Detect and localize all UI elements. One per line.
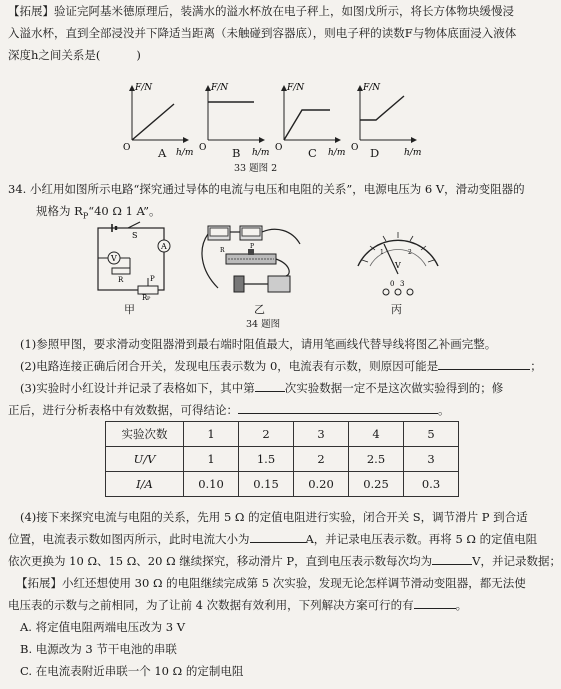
- svg-text:S: S: [132, 231, 138, 240]
- svg-text:O: O: [275, 143, 283, 153]
- q34-figure-caption: 34 题图: [246, 319, 281, 330]
- option-c: C. 在电流表附近串联一个 10 Ω 的定制电阻: [20, 664, 244, 678]
- svg-text:F/N: F/N: [211, 83, 229, 93]
- table-cell: 0.20: [294, 472, 349, 497]
- svg-text:F/N: F/N: [135, 83, 153, 93]
- q34-part4-line3: 依次更换为 10 Ω、15 Ω、20 Ω 继续探究，移动滑片 P，直到电压表示数每次均为 V，并记录数据；: [8, 554, 561, 568]
- table-header-row: [106, 422, 459, 447]
- figure-label-jia: 甲: [124, 303, 135, 316]
- table-cell: 0.15: [239, 472, 294, 497]
- q34-ext-line2: 电压表的示数与之前相同，为了让前 4 次数据有效利用，下列解决方案可行的有 。: [8, 598, 468, 612]
- table-cell: 1: [184, 447, 239, 472]
- graph-d: [351, 83, 421, 158]
- svg-text:3: 3: [400, 280, 405, 288]
- option-d-label: D: [370, 146, 380, 160]
- figure-label-yi: 乙: [254, 303, 265, 316]
- table-header-cell: 4: [349, 422, 404, 447]
- svg-text:A: A: [161, 242, 167, 251]
- table-row-current: [106, 472, 459, 497]
- circuit-diagram-jia: [92, 224, 174, 300]
- table-cell: 3: [404, 447, 459, 472]
- svg-text:P: P: [250, 243, 255, 250]
- physical-circuit-yi: [196, 218, 308, 302]
- q33-figure-caption: 33 题图 2: [234, 163, 278, 174]
- svg-text:0: 0: [390, 280, 395, 288]
- table-cell: 0.25: [349, 472, 404, 497]
- q34-part4-line1: (4)接下来探究电流与电阻的关系，先用 5 Ω 的定值电阻进行实验，闭合开关 S，调节滑片 P 到合适: [20, 510, 528, 524]
- option-a-label: A: [158, 146, 167, 160]
- svg-text:h/m: h/m: [328, 148, 346, 158]
- table-cell: 1.5: [239, 447, 294, 472]
- q34-part1: (1)参照甲图，要求滑动变阻器滑到最右端时阻值最大，请用笔画线代替导线将图乙补画完整。: [20, 337, 497, 351]
- svg-text:P: P: [150, 275, 155, 283]
- svg-text:P: P: [147, 296, 151, 302]
- svg-text:h/m: h/m: [404, 148, 422, 158]
- q34-line1: 34. 小红用如图所示电路“探究通过导体的电流与电压和电阻的关系”，电源电压为 6 V，滑动变阻器的: [8, 182, 525, 196]
- ammeter-dial-bing: [350, 222, 446, 300]
- svg-text:V: V: [111, 254, 117, 263]
- option-b: B. 电源改为 3 节干电池的串联: [20, 642, 177, 656]
- figure-label-bing: 丙: [391, 303, 402, 316]
- q34-ext-line1: 【拓展】小红还想使用 30 Ω 的电阻继续完成第 5 次实验，发现无论怎样调节滑动变阻器，都无法使: [16, 576, 526, 590]
- svg-text:R: R: [118, 276, 124, 284]
- table-header-cell: 2: [239, 422, 294, 447]
- q34-part3-line2: 正后，进行分析表格中有效数据，可得结论： 。: [8, 403, 450, 417]
- q34-line2: 规格为 $R_P“40$ Ω 1 A”。: [36, 204, 161, 221]
- q33-ext-line3: 深度h之间关系是( ): [8, 48, 141, 62]
- svg-text:1: 1: [380, 249, 384, 256]
- q33-ext-line1: 【拓展】验证完阿基米德原理后，装满水的溢水杯放在电子秤上，如图戊所示，将长方体物块缓慢浸: [8, 4, 514, 18]
- svg-text:F/N: F/N: [287, 83, 305, 93]
- table-header-cell: 5: [404, 422, 459, 447]
- table-row-label: U/V: [106, 447, 184, 472]
- option-a: A. 将定值电阻两端电压改为 3 V: [20, 620, 186, 634]
- table-header-cell: 3: [294, 422, 349, 447]
- svg-text:R: R: [142, 294, 148, 302]
- q34-part2: (2)电路连接正确后闭合开关，发现电压表示数为 0，电流表有示数，则原因可能是 ；: [20, 359, 542, 373]
- table-row-voltage: [106, 447, 459, 472]
- table-cell: 0.3: [404, 472, 459, 497]
- svg-text:O: O: [351, 143, 359, 153]
- svg-text:2: 2: [408, 249, 412, 256]
- svg-text:V: V: [395, 261, 401, 270]
- option-b-label: B: [232, 146, 241, 160]
- q33-ext-line2: 入溢水杯，直到全部浸没并下降适当距离（未触碰到容器底），则电子秤的读数F与物体底面浸入液体: [8, 26, 517, 40]
- q34-part3-line1: (3)实验时小红设计并记录了表格如下，其中第 次实验数据一定不是这次做实验得到的；修: [20, 381, 504, 395]
- table-cell: 2.5: [349, 447, 404, 472]
- svg-text:O: O: [123, 143, 131, 153]
- svg-text:F/N: F/N: [363, 83, 381, 93]
- svg-text:O: O: [199, 143, 207, 153]
- q34-part4-line2: 位置，电流表示数如图丙所示，此时电流大小为 A，并记录电压表示数。再将 5 Ω 的定值电阻: [8, 532, 538, 546]
- table-cell: 2: [294, 447, 349, 472]
- experiment-data-table: [105, 421, 459, 497]
- svg-text:h/m: h/m: [176, 148, 194, 158]
- svg-text:h/m: h/m: [252, 148, 270, 158]
- table-cell: 0.10: [184, 472, 239, 497]
- table-row-label: I/A: [106, 472, 184, 497]
- svg-text:R: R: [220, 247, 225, 254]
- table-header-cell: 实验次数: [106, 422, 184, 447]
- option-c-label: C: [308, 146, 317, 160]
- table-header-cell: 1: [184, 422, 239, 447]
